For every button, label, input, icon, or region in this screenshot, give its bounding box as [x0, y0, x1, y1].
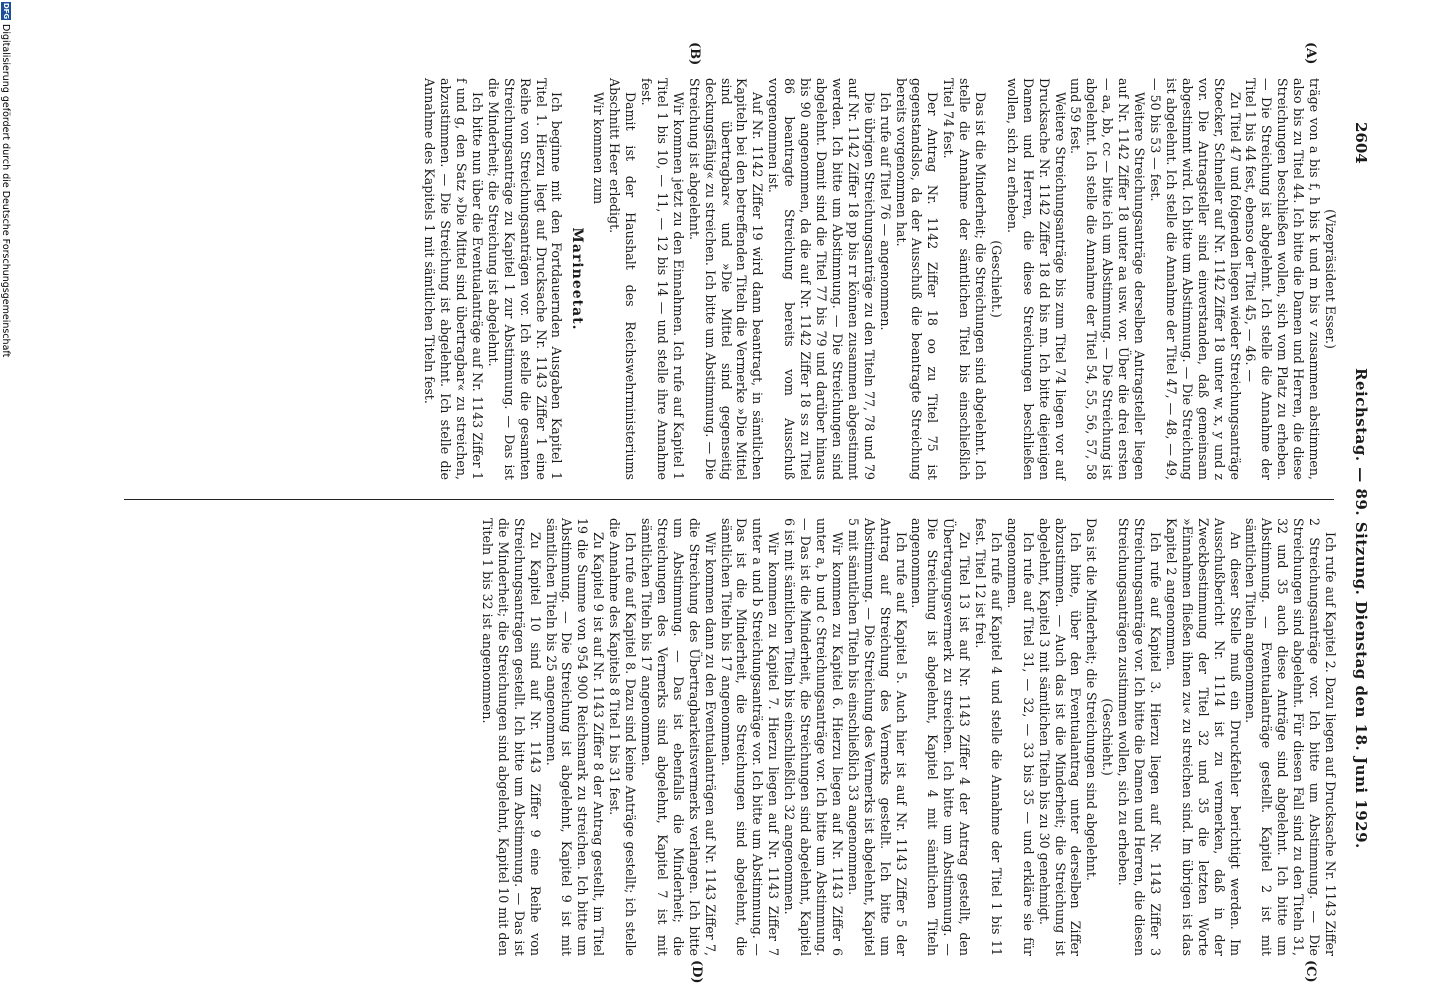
paragraph: Auf Nr. 1142 Ziffer 19 wird dann beantragt, in sämtlichen Kapiteln bei den betreffenden Titeln die Vermerke »Die Mittel sind übertragbar« und »Die Mittel sind gegenseitig deckungsfähig« zu streichen. Ich bitte um Abstimmung. — Die Streichung ist abgelehnt. — [686, 78, 766, 480]
paragraph: Zu Kapitel 10 sind auf Nr. 1143 Ziffer 9 eine Reihe von Streichungsanträgen gestellt. Ich bitte um Abstimmung. — Das ist die Minderheit; die Streichungen sind abgelehnt, Kapitel 10 mit den Titeln 1 bis 32 ist angenommen. — [479, 518, 543, 956]
paragraph: Zu Kapitel 9 ist auf Nr. 1143 Ziffer 8 der Antrag gestellt, im Titel 19 die Summe von 954 900 Reichsmark zu streichen. Ich bitte um Abstimmung. — Die Streichung ist abgelehnt, Kapitel 9 ist mit sämtlichen Titeln bis 25 angenommen. — [543, 518, 607, 956]
margin-marker-d: (D) — [689, 960, 704, 984]
paragraph: Ich rufe auf Kapitel 5. Auch hier ist auf Nr. 1143 Ziffer 5 der Antrag auf Streichung des Vermerks gestellt. Ich bitte um Abstimmung. — Die Streichung des Vermerks ist abgelehnt, Kapitel 5 mit sämtlichen Titeln bis einschließlich 33 angenommen. — [845, 518, 909, 956]
page-number: 2604 — [1352, 122, 1370, 164]
column-left — [421, 78, 1338, 480]
digitization-footer — [0, 0, 11, 1000]
paragraph: Wir kommen zum — [591, 92, 607, 205]
speaker-line: (Vizepräsident Esser.) — [1323, 209, 1338, 349]
paragraph: Weitere Streichungsanträge bis zum Titel 74 liegen vor auf Drucksache Nr. 1142 Ziffer 18 dd bis nn. Ich bitte diejenigen Damen und Herren, die diese Streichungen beschließen wollen, sich zu erheben. — [1004, 78, 1068, 480]
paragraph: An dieser Stelle muß ein Druckfehler berichtigt werden. Im Ausschußbericht Nr. 1114 ist zu vermerken, daß in der Zweckbestimmung der Titel 32 und 35 die letzten Worte »Einnahmen fließen ihnen zu« zu streichen sind. Im übrigen ist das Kapitel 2 angenommen. — [1163, 518, 1243, 956]
paragraph: Wir kommen jetzt zu den Einnahmen. Ich rufe auf Kapitel 1 Titel 1 bis 10, — 11, — 12 bis 14 — und stelle ihre Annahme fest. — [639, 78, 686, 480]
margin-marker-c: (C) — [1303, 960, 1318, 983]
paragraph: Ich rufe auf Kapitel 3. Hierzu liegen auf Nr. 1143 Ziffer 3 Streichungsanträge vor. Ich bitte die Damen und Herren, die diesen Streichungsanträgen zustimmen wollen, sich zu erheben. — [1116, 518, 1164, 956]
paragraph: Ich rufe auf Kapitel 4 und stelle die Annahme der Titel 1 bis 11 fest. Titel 12 ist frei. — [973, 518, 1004, 956]
paragraph: Weitere Streichungsanträge derselben Antragsteller liegen auf Nr. 1142 Ziffer 18 unter aa usw. vor. Über die drei ersten — aa, bb, cc — bitte ich um Abstimmung. — Die Streichung ist abgelehnt. Ich stelle die Annahme der Titel 54, 55, 56, 57, 58 und 59 fest. — [1068, 78, 1148, 480]
paragraph: Der Antrag Nr. 1142 Ziffer 18 oo zu Titel 75 ist gegenstandslos, da der Ausschuß die beantragte Streichung bereits vorgenommen hat. — [893, 78, 941, 480]
column-divider — [124, 499, 1334, 500]
paragraph: Zu Titel 13 ist auf Nr. 1143 Ziffer 4 der Antrag gestellt, den Übertragungsvermerk zu streichen. Ich bitte um Abstimmung. — Die Streichung ist abgelehnt, Kapitel 4 mit sämtlichen Titeln angenommen. — [909, 518, 973, 956]
margin-marker-b: (B) — [687, 42, 702, 66]
paragraph: Ich bitte, über den Eventualantrag unter derselben Ziffer abzustimmen. — Auch das ist die Minderheit; die Streichung ist abgelehnt, Kapitel 3 mit sämtlichen Titeln bis zu 30 genehmigt. — [1036, 518, 1084, 956]
paragraph: Ich beginne mit den Fortdauernden Ausgaben Kapitel 1 Titel 1. Hierzu liegt auf Drucksache Nr. 1143 Ziffer 1 eine Reihe von Streichungsanträgen vor. Ich stelle die gesamten Streichungsanträge zu Kapitel 1 zur Abstimmung. — Das ist die Minderheit; die Streichung ist abgelehnt. — [485, 78, 565, 480]
stage-direction: (Geschieht.) — [1100, 698, 1116, 776]
stage-direction: (Geschieht.) — [988, 240, 1004, 318]
paragraph: Ich rufe auf Kapitel 2. Dazu liegen auf Drucksache Nr. 1143 Ziffer 2 Streichungsanträge vor. Ich bitte um Abstimmung. — Die Streichungen sind abgelehnt. Für diesen Fall sind zu den Titeln 31, 32 und 35 auch diese Anträge sind abgelehnt. Ich bitte um Abstimmung. — Eventualanträge gestellt. Kapitel 2 ist mit sämtlichen Titeln angenommen. — [1243, 518, 1338, 956]
digitization-credit: Digitalisierung gefördert durch die Deutsche Forschungsgemeinschaft — [0, 24, 11, 358]
dfg-logo: DFG — [2, 2, 10, 20]
paragraph: Wir kommen zu Kapitel 7. Hierzu liegen auf Nr. 1143 Ziffer 7 unter a und b Streichungsanträge vor. Ich bitte um Abstimmung. — Das ist die Minderheit, die Streichungen sind abgelehnt, die sämtlichen Titeln bis 17 angenommen. — [718, 518, 782, 956]
page-header — [1346, 38, 1370, 938]
paragraph: Wir kommen dann zu den Eventualanträgen auf Nr. 1143 Ziffer 7, die Streichung des Übertragbarkeitsvermerks verlangen. Ich bitte um Abstimmung. — Das ist ebenfalls die Minderheit; die Streichungen des Vermerks sind abgelehnt, Kapitel 7 ist mit sämtlichen Titeln bis 17 angenommen. — [639, 518, 718, 956]
section-heading: Marineetat. — [569, 227, 586, 331]
paragraph: Ich rufe auf Titel 76 — angenommen. — [877, 92, 893, 331]
paragraph: Ich bitte nun über die Eventualanträge auf Nr. 1143 Ziffer 1 f und g, den Satz »Die Mittel sind übertragbar« zu streichen, abzustimmen. — Die Streichung ist abgelehnt. Ich stelle die Annahme des Kapitels 1 mit sämtlichen Titeln fest. — [422, 78, 485, 480]
column-right — [479, 518, 1338, 956]
paragraph: Ich rufe auf Kapitel 8. Dazu sind keine Anträge gestellt; ich stelle die Annahme des Kapitels 8 Titel 1 bis 31 fest. — [607, 518, 639, 956]
paragraph: Ich rufe auf Titel 31, — 32, — 33 bis 35 — und erkläre sie für angenommen. — [1004, 518, 1036, 956]
paragraph: Das ist die Minderheit; die Streichungen sind abgelehnt. — [1084, 518, 1100, 881]
margin-marker-a: (A) — [1303, 42, 1318, 65]
paragraph: Die übrigen Streichungsanträge zu den Titeln 77, 78 und 79 auf Nr. 1142 Ziffer 18 pp bis rr können zusammen abgestimmt werden. Ich bitte um Abstimmung. — Die Streichungen sind abgelehnt. Damit sind die Titel 77 bis 79 und darüber hinaus bis 90 angenommen, da die auf Nr. 1142 Ziffer 18 ss zu Titel 86 beantragte Streichung bereits vom Ausschuß vorgenommen ist. — [766, 78, 877, 480]
page-title: Reichstag. — 89. Sitzung. Dienstag den 18. Juni 1929. — [1352, 368, 1370, 849]
paragraph: Wir kommen zu Kapitel 6. Hierzu liegen auf Nr. 1143 Ziffer 6 unter a, b und c Streichungsanträge vor. Ich bitte um Abstimmung. — Das ist die Minderheit, die Streichungen sind abgelehnt, Kapitel 6 ist mit sämtlichen Titeln bis einschließlich 32 angenommen. — [782, 518, 845, 956]
paragraph: Damit ist der Haushalt des Reichswehrministeriums Abschnitt Heer erledigt. — [607, 78, 639, 480]
paragraph: Das ist die Minderheit; die Streichungen sind abgelehnt. Ich stelle die Annahme der sämtlichen Titel bis einschließlich Titel 74 fest. — [941, 78, 989, 480]
paragraph: träge von a bis f, h bis k und m bis v zusammen abstimmen, also bis zu Titel 44. Ich bitte die Damen und Herren, die diese Streichungen beschließen wollen, sich vom Platz zu erheben. — Die Streichung ist abgelehnt. Ich stelle die Annahme der Titel 1 bis 44 fest, ebenso der Titel 45, — 46. — — [1243, 78, 1323, 480]
paragraph: Zu Titel 47 und folgenden liegen wieder Streichungsanträge Stoecker, Schneller auf Nr. 1142 Ziffer 18 unter w, x, y und z vor. Die Antragsteller sind einverstanden, daß gemeinsam abgestimmt wird. Ich bitte um Abstimmung. — Die Streichung ist abgelehnt. Ich stelle die Annahme der Titel 47, — 48, — 49, — 50 bis 53 — fest. — [1148, 78, 1243, 480]
